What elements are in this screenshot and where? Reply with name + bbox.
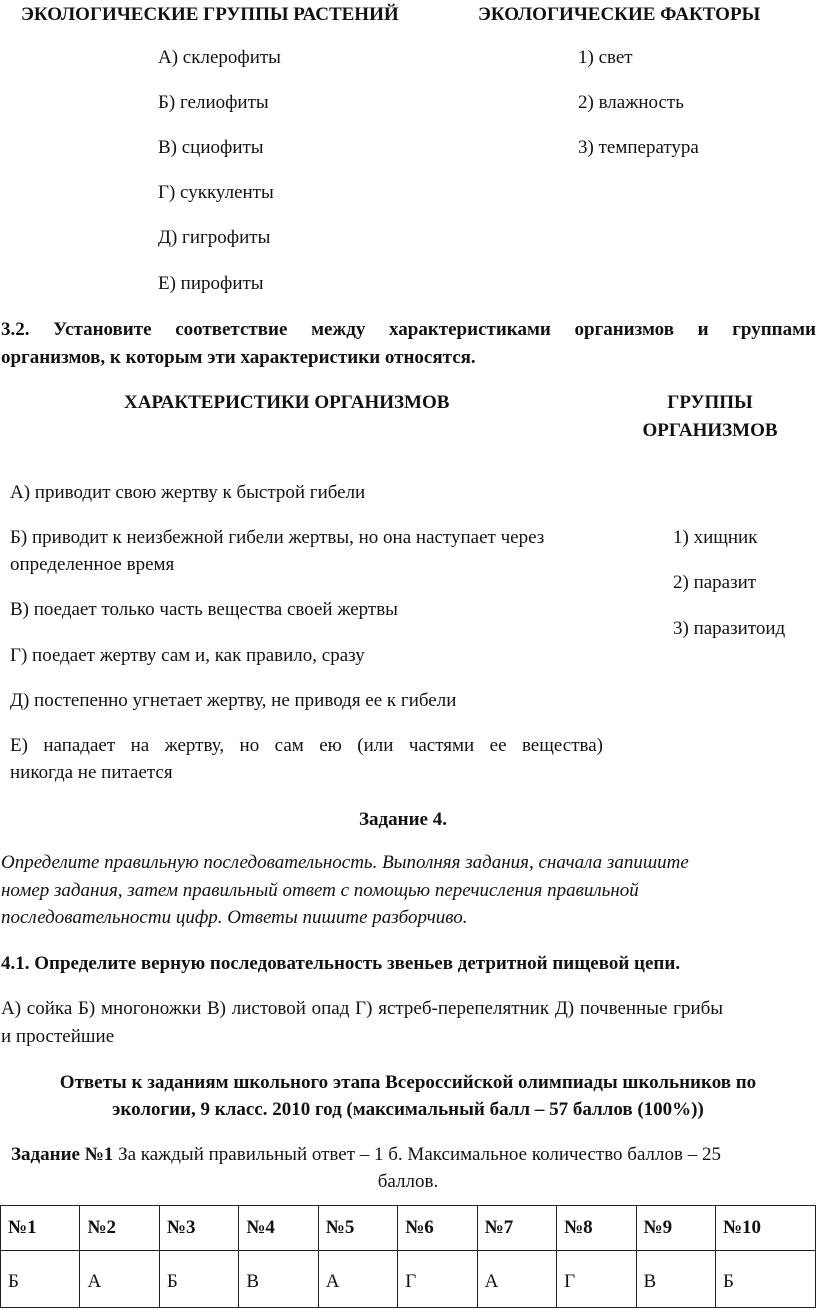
characteristic-item: А) приводит свою жертву к быстрой гибели xyxy=(10,482,366,503)
plant-group-item: Б) гелиофиты xyxy=(158,92,269,113)
eco-factor-item: 1) свет xyxy=(578,47,633,68)
question-4-1-options: А) сойка Б) многоножки В) листовой опад Г) ястреб-перепелятник Д) почвенные грибы xyxy=(1,998,724,1019)
question-3-2-line1: 3.2. Установите соответствие между характеристиками организмов и группами xyxy=(1,319,816,340)
table-cell: А xyxy=(80,1251,159,1308)
plant-group-item: Д) гигрофиты xyxy=(158,227,271,248)
question-4-1-options-cont: и простейшие xyxy=(1,1026,115,1047)
table-cell: А xyxy=(477,1251,556,1308)
table-header-row xyxy=(1,1206,816,1251)
table-cell: Б xyxy=(715,1251,815,1308)
characteristics-header: ХАРАКТЕРИСТИКИ ОРГАНИЗМОВ xyxy=(124,392,450,413)
answers-title-line2: экологии, 9 класс. 2010 год (максимальный балл – 57 баллов (100%)) xyxy=(112,1099,704,1120)
characteristic-item: Е) нападает на жертву, но сам ею (или частями ее вещества) xyxy=(10,735,603,756)
table-cell: Г xyxy=(557,1251,636,1308)
task4-instruction-line: Определите правильную последовательность. Выполняя задания, сначала запишите xyxy=(1,852,689,873)
table-cell: В xyxy=(239,1251,318,1308)
task1-text: За каждый правильный ответ – 1 б. Максимальное количество баллов – 25 xyxy=(113,1144,721,1165)
table-cell: Б xyxy=(159,1251,238,1308)
table-cell: Г xyxy=(398,1251,477,1308)
table-header-cell: №4 xyxy=(239,1206,318,1251)
characteristic-item-cont: никогда не питается xyxy=(10,762,173,783)
task1-line xyxy=(11,1143,721,1167)
table-header-cell: №2 xyxy=(80,1206,159,1251)
table-cell: В xyxy=(636,1251,715,1308)
table-header-cell: №3 xyxy=(159,1206,238,1251)
answers-title-line1: Ответы к заданиям школьного этапа Всероссийской олимпиады школьников по xyxy=(59,1072,757,1093)
characteristic-item-cont: определенное время xyxy=(10,554,175,575)
table-header-cell: №1 xyxy=(1,1206,80,1251)
eco-factor-item: 3) температура xyxy=(578,137,699,158)
plant-group-item: Г) суккуленты xyxy=(158,182,274,203)
task1-label: Задание №1 xyxy=(11,1144,114,1165)
characteristic-item: Д) постепенно угнетает жертву, не приводя ее к гибели xyxy=(10,690,457,711)
groups-header-line1: ГРУППЫ xyxy=(667,392,753,413)
task4-title: Задание 4. xyxy=(359,809,447,830)
table-row xyxy=(1,1251,816,1308)
group-item: 3) паразитоид xyxy=(673,618,786,639)
eco-factor-item: 2) влажность xyxy=(578,92,684,113)
table-header-cell: №5 xyxy=(318,1206,397,1251)
eco-factors-header: ЭКОЛОГИЧЕСКИЕ ФАКТОРЫ xyxy=(478,4,761,25)
characteristic-item: В) поедает только часть вещества своей жертвы xyxy=(10,599,398,620)
task4-instruction-line: последовательности цифр. Ответы пишите разборчиво. xyxy=(1,907,468,928)
plant-group-item: Е) пирофиты xyxy=(158,273,264,294)
question-3-2-line2: организмов, к которым эти характеристики относятся. xyxy=(1,347,476,368)
group-item: 1) хищник xyxy=(673,527,758,548)
task1-text-cont: баллов. xyxy=(377,1171,439,1192)
table-header-cell: №10 xyxy=(715,1206,815,1251)
characteristic-item: Б) приводит к неизбежной гибели жертвы, но она наступает через xyxy=(10,527,545,548)
table-cell: Б xyxy=(1,1251,80,1308)
table-header-cell: №6 xyxy=(398,1206,477,1251)
task4-instruction-line: номер задания, затем правильный ответ с помощью перечисления правильной xyxy=(1,880,639,901)
plants-groups-header: ЭКОЛОГИЧЕСКИЕ ГРУППЫ РАСТЕНИЙ xyxy=(21,4,399,25)
characteristic-item: Г) поедает жертву сам и, как правило, сразу xyxy=(10,645,365,666)
table-header-cell: №8 xyxy=(557,1206,636,1251)
group-item: 2) паразит xyxy=(673,572,757,593)
plant-group-item: В) сциофиты xyxy=(158,137,264,158)
groups-header-line2: ОРГАНИЗМОВ xyxy=(642,420,778,441)
question-4-1: 4.1. Определите верную последовательность звеньев детритной пищевой цепи. xyxy=(1,953,681,974)
table-cell: А xyxy=(318,1251,397,1308)
table-header-cell: №9 xyxy=(636,1206,715,1251)
plant-group-item: А) склерофиты xyxy=(158,47,281,68)
answers-table xyxy=(0,1205,816,1308)
table-header-cell: №7 xyxy=(477,1206,556,1251)
